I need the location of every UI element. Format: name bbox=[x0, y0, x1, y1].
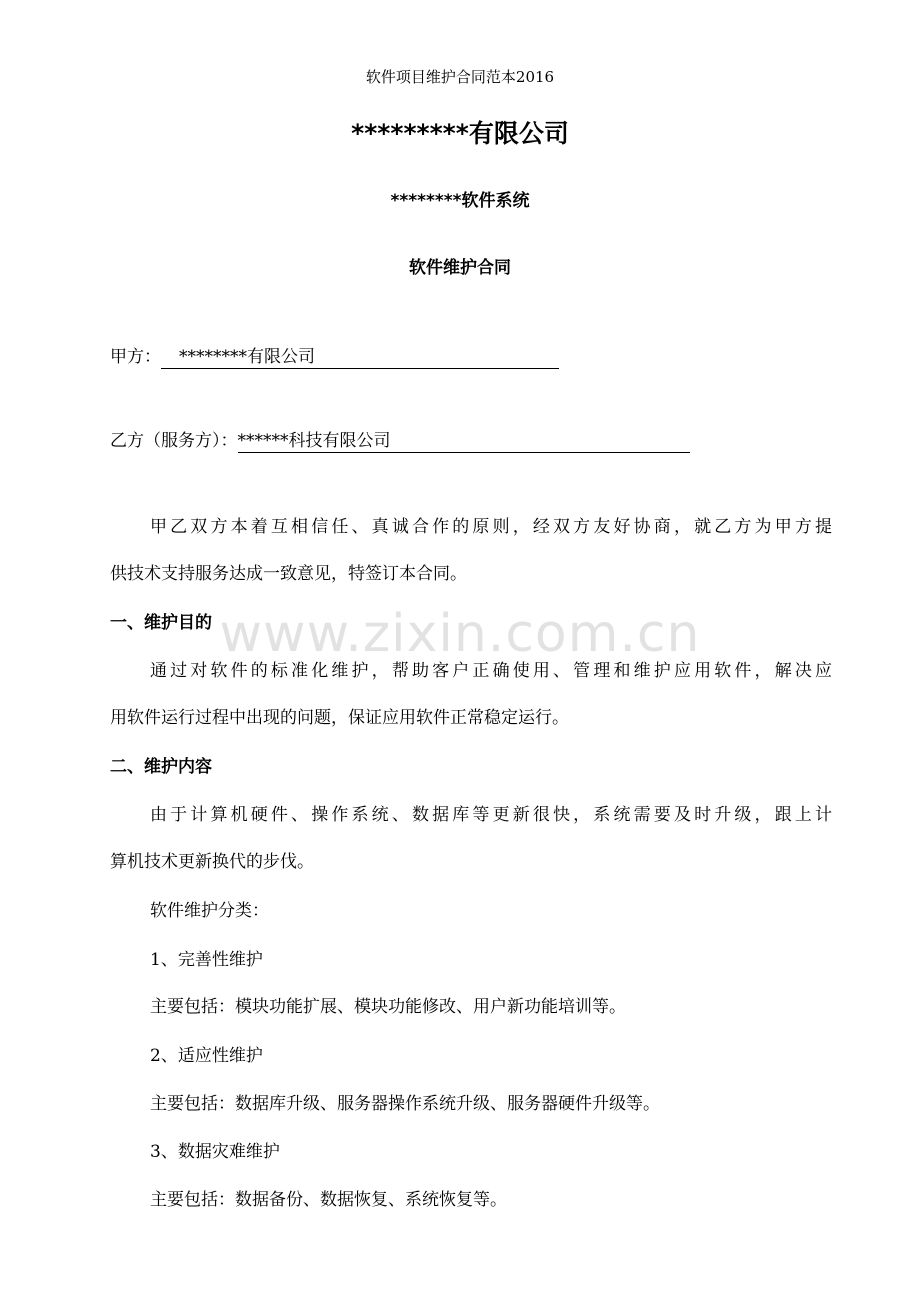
section-1-heading: 一、维护目的 bbox=[110, 613, 212, 633]
party-b-label: 乙方（服务方）： bbox=[110, 431, 238, 451]
party-b bbox=[110, 426, 690, 453]
item-2-desc-text: 主要包括：数据库升级、服务器操作系统升级、服务器硬件升级等。 bbox=[150, 1094, 660, 1114]
contract-title: 软件维护合同 bbox=[409, 258, 511, 278]
watermark: www.zixin.com.cn bbox=[219, 604, 701, 664]
party-a bbox=[110, 342, 559, 369]
item-3-title-text: 3、数据灾难维护 bbox=[150, 1142, 280, 1162]
item-3-desc-text: 主要包括：数据备份、数据恢复、系统恢复等。 bbox=[150, 1190, 507, 1210]
document-header: 软件项目维护合同范本2016 bbox=[365, 68, 555, 86]
category-label-text: 软件维护分类： bbox=[150, 901, 269, 921]
item-1-desc-text: 主要包括：模块功能扩展、模块功能修改、用户新功能培训等。 bbox=[150, 997, 626, 1017]
system-title: ********软件系统 bbox=[390, 191, 530, 211]
intro-line-1: 甲乙双方本着互相信任、真诚合作的原则，经双方友好协商，就乙方为甲方提 bbox=[150, 517, 832, 537]
section-1-line-1: 通过对软件的标准化维护，帮助客户正确使用、管理和维护应用软件，解决应 bbox=[150, 661, 832, 681]
party-a-label: 甲方： bbox=[110, 347, 161, 367]
intro-line-2: 供技术支持服务达成一致意见，特签订本合同。 bbox=[110, 564, 467, 584]
company-title: *********有限公司 bbox=[351, 119, 569, 148]
item-1-title-text: 1、完善性维护 bbox=[150, 950, 263, 970]
section-1-line-2: 用软件运行过程中出现的问题，保证应用软件正常稳定运行。 bbox=[110, 708, 569, 728]
item-2-title-text: 2、适应性维护 bbox=[150, 1046, 263, 1066]
section-2-line-1: 由于计算机硬件、操作系统、数据库等更新很快，系统需要及时升级，跟上计 bbox=[150, 805, 832, 825]
party-a-value: ********有限公司 bbox=[161, 347, 559, 369]
section-2-line-2: 算机技术更新换代的步伐。 bbox=[110, 852, 314, 872]
party-b-value: ******科技有限公司 bbox=[238, 431, 690, 453]
section-2-heading: 二、维护内容 bbox=[110, 757, 212, 777]
